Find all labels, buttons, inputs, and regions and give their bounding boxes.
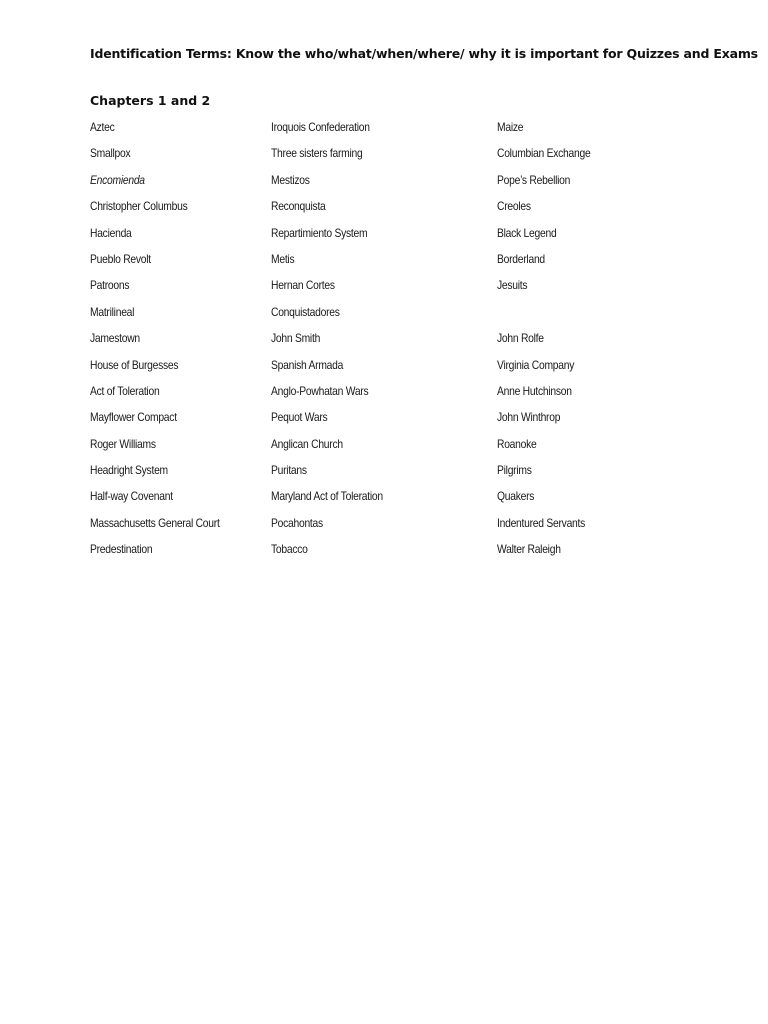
term-cell: Roger Williams — [90, 436, 156, 451]
term-cell: Jesuits — [497, 278, 528, 293]
table-row — [90, 358, 730, 384]
term-cell: Three sisters farming — [271, 146, 363, 161]
term-cell: John Winthrop — [497, 410, 561, 425]
table-row — [90, 226, 730, 252]
term-cell: Quakers — [497, 489, 535, 504]
term-cell: Smallpox — [90, 146, 131, 161]
term-cell: Conquistadores — [271, 304, 340, 319]
term-cell: Tobacco — [271, 542, 308, 557]
term-cell: Iroquois Confederation — [271, 120, 370, 134]
term-cell: Reconquista — [271, 199, 326, 214]
table-row — [90, 199, 730, 225]
term-cell: Act of Toleration — [90, 383, 160, 398]
term-cell: Pequot Wars — [271, 410, 328, 425]
term-cell: Walter Raleigh — [497, 542, 561, 557]
term-cell: Black Legend — [497, 225, 557, 240]
term-cell: Anne Hutchinson — [497, 383, 572, 398]
table-row — [90, 331, 730, 357]
term-cell: Creoles — [497, 199, 531, 214]
term-cell: John Smith — [271, 331, 321, 346]
table-row — [90, 173, 730, 199]
term-cell: Hernan Cortes — [271, 278, 335, 293]
term-cell: Christopher Columbus — [90, 199, 188, 214]
table-row — [90, 305, 730, 331]
term-cell: Spanish Armada — [271, 357, 344, 372]
table-row — [90, 463, 730, 489]
term-cell: Encomienda — [90, 172, 145, 187]
term-cell: Maryland Act of Toleration — [271, 489, 383, 504]
term-cell: Anglo-Powhatan Wars — [271, 383, 369, 398]
term-cell: Jamestown — [90, 331, 140, 346]
term-cell: Hacienda — [90, 225, 132, 240]
section-heading: Chapters 1 and 2 — [90, 93, 211, 108]
term-cell: Mayflower Compact — [90, 410, 177, 425]
term-cell: Indentured Servants — [497, 515, 586, 530]
table-row — [90, 489, 730, 515]
table-row — [90, 120, 730, 146]
term-cell: Pope’s Rebellion — [497, 172, 571, 187]
table-row — [90, 516, 730, 542]
terms-grid — [90, 120, 730, 569]
term-cell: Metis — [271, 251, 295, 266]
term-cell: Pilgrims — [497, 463, 532, 478]
term-cell: Predestination — [90, 542, 153, 557]
table-row — [90, 542, 730, 568]
term-cell: Half-way Covenant — [90, 489, 173, 504]
term-cell: Patroons — [90, 278, 130, 293]
term-cell: Maize — [497, 120, 524, 134]
term-cell: Headright System — [90, 463, 168, 478]
table-row — [90, 410, 730, 436]
term-cell: Puritans — [271, 463, 307, 478]
term-cell: Matrilineal — [90, 304, 135, 319]
table-row — [90, 146, 730, 172]
table-row — [90, 252, 730, 278]
term-cell: Roanoke — [497, 436, 537, 451]
term-cell: Borderland — [497, 251, 545, 266]
term-cell: Anglican Church — [271, 436, 343, 451]
term-cell: John Rolfe — [497, 331, 544, 346]
term-cell: Virginia Company — [497, 357, 575, 372]
term-cell: Pueblo Revolt — [90, 251, 151, 266]
table-row — [90, 437, 730, 463]
term-cell: Pocahontas — [271, 515, 323, 530]
term-cell: Aztec — [90, 120, 115, 134]
table-row — [90, 384, 730, 410]
term-cell: Massachusetts General Court — [90, 515, 220, 530]
term-cell: Repartimiento System — [271, 225, 368, 240]
term-cell: Mestizos — [271, 172, 310, 187]
term-cell: Columbian Exchange — [497, 146, 591, 161]
table-row — [90, 278, 730, 304]
document-title: Identification Terms: Know the who/what/when/where/ why it is important for Quizzes and Exams — [90, 46, 758, 61]
term-cell: House of Burgesses — [90, 357, 179, 372]
